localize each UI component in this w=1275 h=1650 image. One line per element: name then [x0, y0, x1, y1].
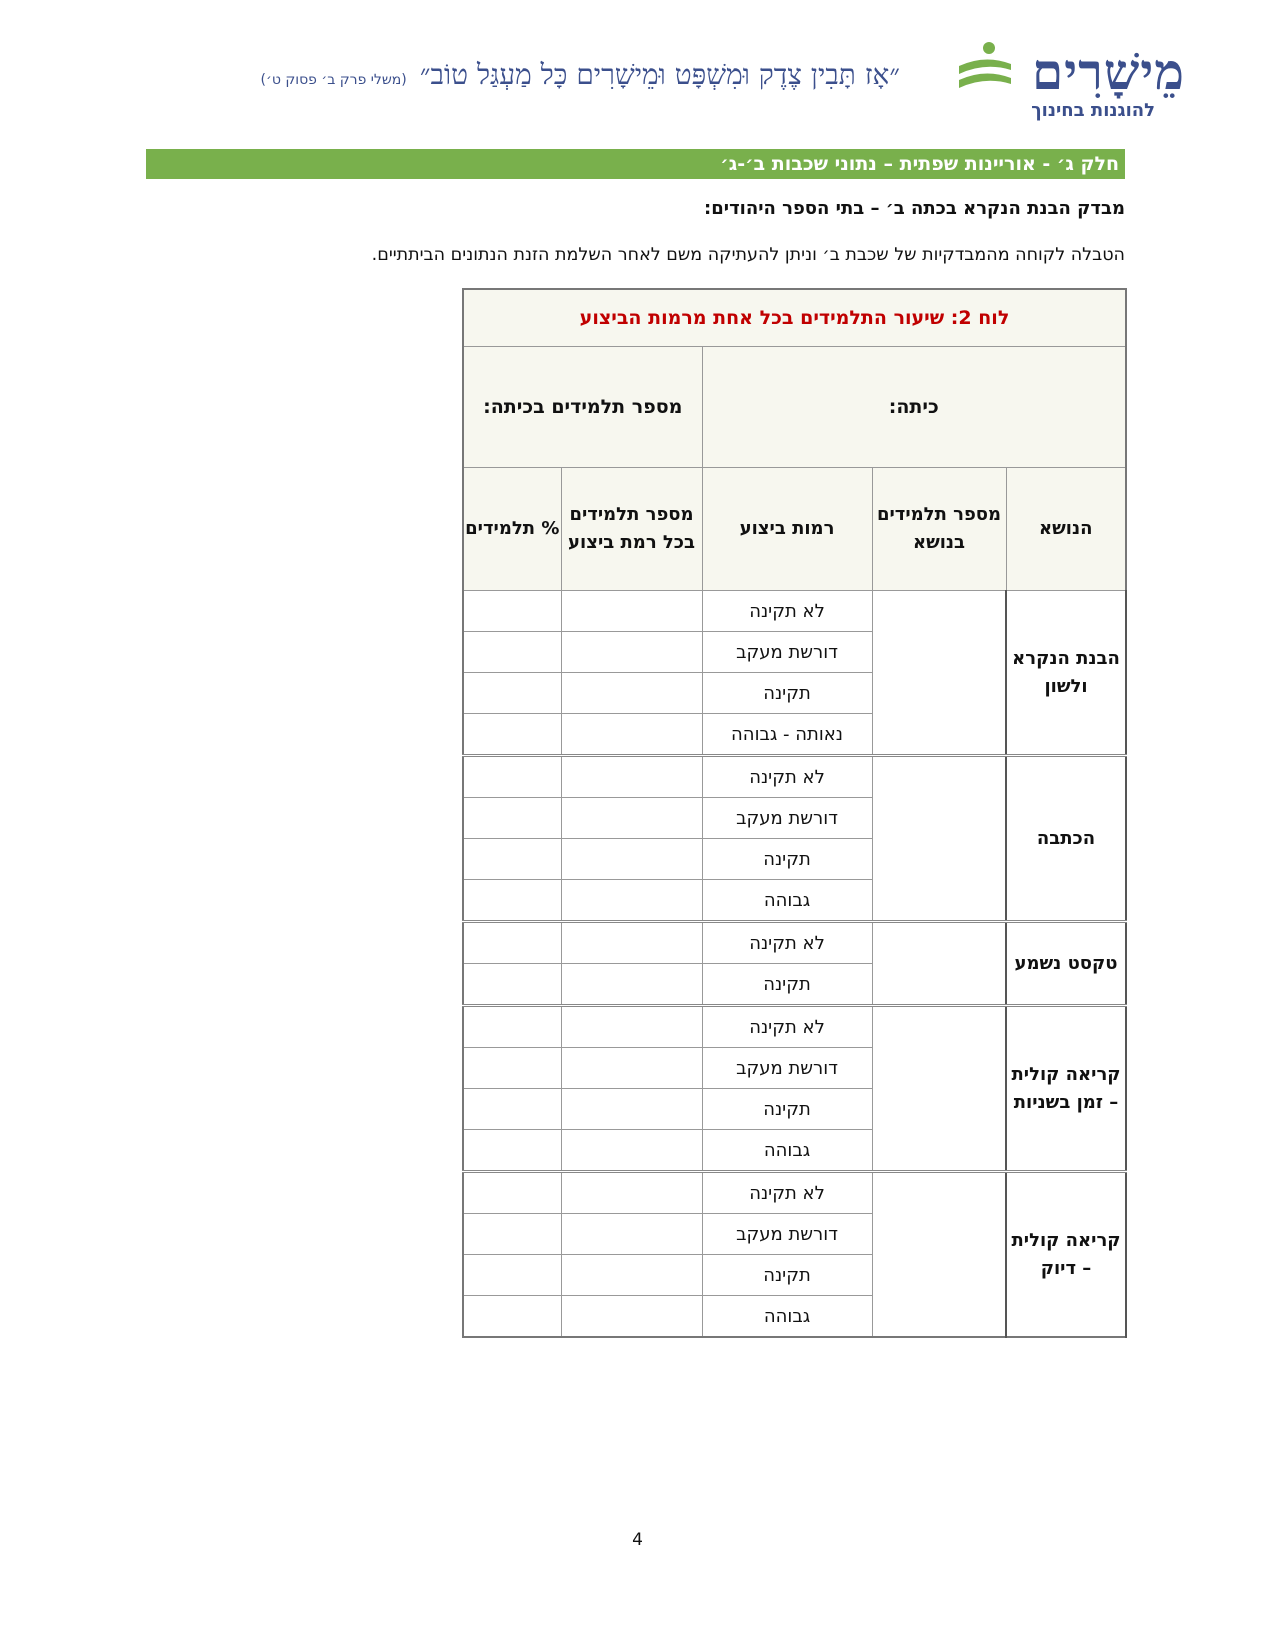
topic-students-cell[interactable] [872, 1172, 1006, 1338]
level-cell: דורשת מעקב [702, 632, 872, 673]
level-students-cell[interactable] [561, 880, 702, 922]
level-students-cell[interactable] [561, 964, 702, 1006]
intro-text: הטבלה לקוחה מהמבדקיות של שכבת ב׳ וניתן להעתיקה משם לאחר השלמת הזנת הנתונים הביתתיים. [371, 245, 1125, 265]
level-cell: תקינה [702, 839, 872, 880]
level-students-cell[interactable] [561, 632, 702, 673]
level-cell: תקינה [702, 964, 872, 1006]
students-in-class-label: מספר תלמידים בכיתה: [463, 347, 702, 468]
level-students-cell[interactable] [561, 1006, 702, 1048]
col-header-levels: רמות ביצוע [702, 468, 872, 591]
percent-cell[interactable] [463, 1214, 561, 1255]
logo-mark-icon [955, 40, 1015, 100]
percent-cell[interactable] [463, 756, 561, 798]
col-header-students-topic: מספר תלמידים בנושא [872, 468, 1006, 591]
level-students-cell[interactable] [561, 1089, 702, 1130]
logo-name: מֵישָׁרִים [1031, 42, 1185, 101]
level-cell: נאותה - גבוהה [702, 714, 872, 756]
percent-cell[interactable] [463, 714, 561, 756]
level-students-cell[interactable] [561, 798, 702, 839]
level-students-cell[interactable] [561, 1048, 702, 1089]
level-cell: גבוהה [702, 1296, 872, 1338]
percent-cell[interactable] [463, 798, 561, 839]
percent-cell[interactable] [463, 964, 561, 1006]
percent-cell[interactable] [463, 1255, 561, 1296]
level-students-cell[interactable] [561, 1214, 702, 1255]
performance-table [462, 288, 1127, 1338]
percent-cell[interactable] [463, 1048, 561, 1089]
table-row [463, 1006, 1126, 1048]
topic-cell: הבנת הנקרא ולשון [1006, 591, 1126, 756]
level-cell: לא תקינה [702, 922, 872, 964]
percent-cell[interactable] [463, 880, 561, 922]
table-title: לוח 2: שיעור התלמידים בכל אחת מרמות הביצוע [463, 289, 1126, 347]
topic-students-cell[interactable] [872, 1006, 1006, 1172]
percent-cell[interactable] [463, 591, 561, 632]
level-cell: דורשת מעקב [702, 1214, 872, 1255]
topic-students-cell[interactable] [872, 591, 1006, 756]
level-students-cell[interactable] [561, 673, 702, 714]
level-cell: גבוהה [702, 880, 872, 922]
level-students-cell[interactable] [561, 922, 702, 964]
topic-students-cell[interactable] [872, 756, 1006, 922]
col-header-percent: % תלמידים [463, 468, 561, 591]
logo [945, 30, 1185, 120]
topic-cell: הכתבה [1006, 756, 1126, 922]
verse-source: (משלי פרק ב׳ פסוק ט׳) [260, 72, 407, 88]
header-verse [261, 58, 900, 92]
topic-cell: טקסט נשמע [1006, 922, 1126, 1006]
page-number: 4 [632, 1530, 643, 1550]
level-cell: תקינה [702, 1089, 872, 1130]
level-cell: דורשת מעקב [702, 798, 872, 839]
percent-cell[interactable] [463, 673, 561, 714]
level-cell: תקינה [702, 1255, 872, 1296]
level-students-cell[interactable] [561, 714, 702, 756]
sub-heading: מבדק הבנת הנקרא בכתה ב׳ – בתי הספר היהודים: [704, 198, 1125, 219]
percent-cell[interactable] [463, 1089, 561, 1130]
level-cell: לא תקינה [702, 591, 872, 632]
percent-cell[interactable] [463, 1006, 561, 1048]
percent-cell[interactable] [463, 1172, 561, 1214]
level-cell: לא תקינה [702, 1172, 872, 1214]
level-students-cell[interactable] [561, 1296, 702, 1338]
level-cell: גבוהה [702, 1130, 872, 1172]
class-label: כיתה: [702, 347, 1126, 468]
topic-students-cell[interactable] [872, 922, 1006, 1006]
table-row [463, 1172, 1126, 1214]
logo-subtitle: להוגנות בחינוך [1031, 100, 1155, 121]
level-cell: לא תקינה [702, 1006, 872, 1048]
percent-cell[interactable] [463, 632, 561, 673]
section-title: חלק ג׳ - אוריינות שפתית – נתוני שכבות ב׳-ג׳ [146, 149, 1125, 179]
level-students-cell[interactable] [561, 1172, 702, 1214]
table-row [463, 591, 1126, 632]
percent-cell[interactable] [463, 1130, 561, 1172]
percent-cell[interactable] [463, 839, 561, 880]
level-students-cell[interactable] [561, 756, 702, 798]
level-cell: דורשת מעקב [702, 1048, 872, 1089]
col-header-topic: הנושא [1006, 468, 1126, 591]
topic-cell: קריאה קולית – דיוק [1006, 1172, 1126, 1338]
topic-cell: קריאה קולית – זמן בשניות [1006, 1006, 1126, 1172]
percent-cell[interactable] [463, 922, 561, 964]
level-students-cell[interactable] [561, 591, 702, 632]
table-row [463, 756, 1126, 798]
level-students-cell[interactable] [561, 1255, 702, 1296]
table-row [463, 922, 1126, 964]
level-cell: תקינה [702, 673, 872, 714]
verse-text: ״אָז תָּבִין צֶדֶק וּמִשְׁפָּט וּמֵישָׁרִים כָּל מַעְגַּל טוֹב״ [419, 58, 900, 91]
col-header-students-level: מספר תלמידים בכל רמת ביצוע [561, 468, 702, 591]
level-cell: לא תקינה [702, 756, 872, 798]
level-students-cell[interactable] [561, 839, 702, 880]
level-students-cell[interactable] [561, 1130, 702, 1172]
percent-cell[interactable] [463, 1296, 561, 1338]
